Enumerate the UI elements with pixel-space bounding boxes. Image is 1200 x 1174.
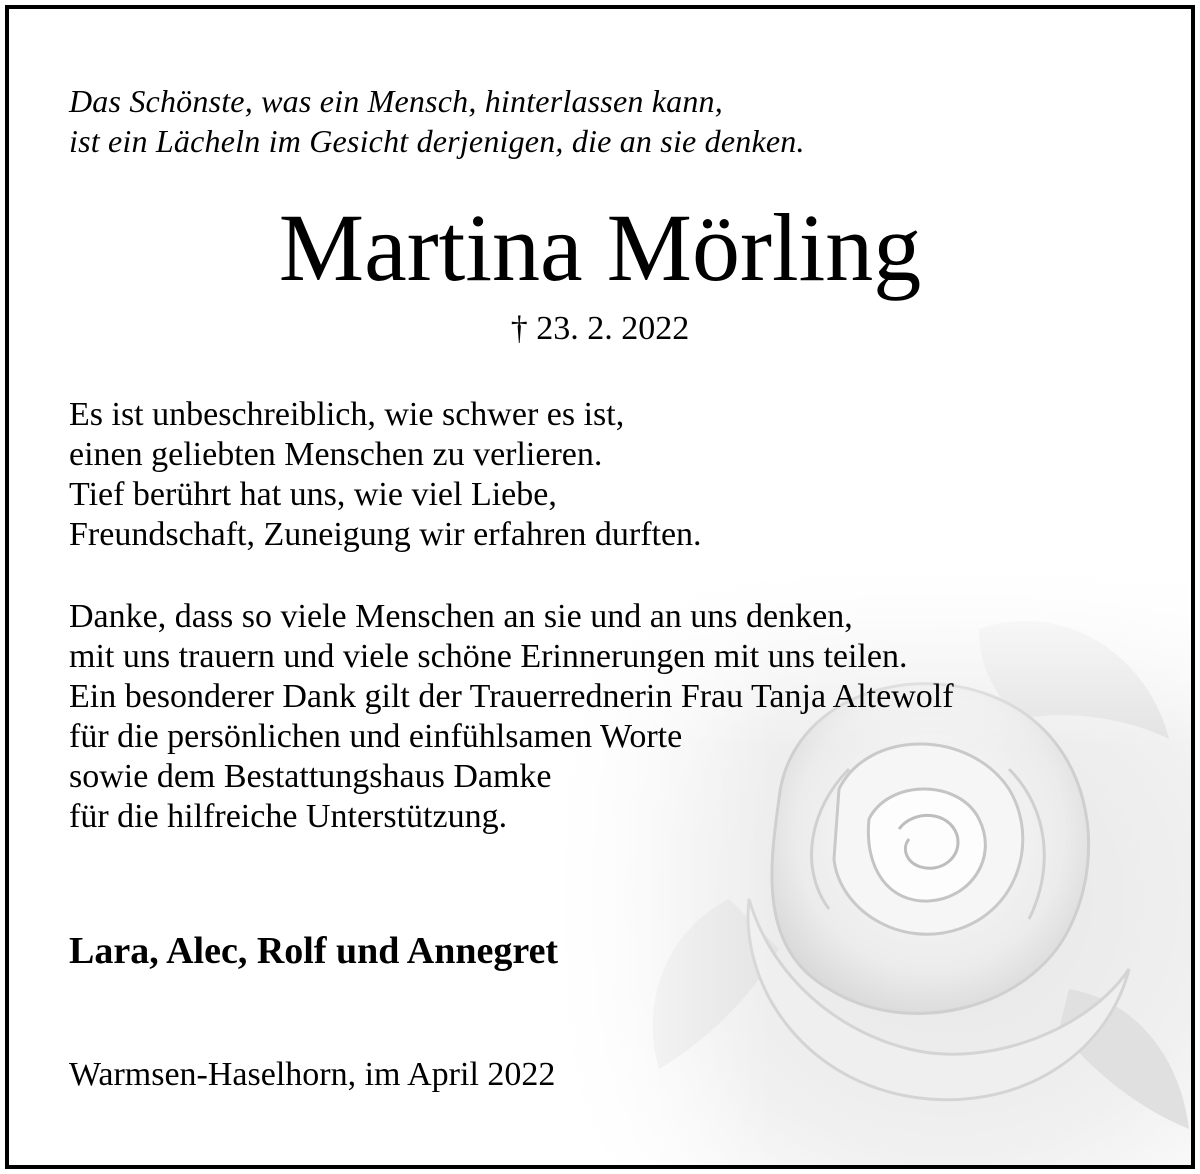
text-line: für die persönlichen und einfühlsamen Worte (69, 718, 683, 755)
text-line: mit uns trauern und viele schöne Erinnerungen mit uns teilen. (69, 638, 908, 675)
motto-quote (69, 81, 805, 161)
text-line: sowie dem Bestattungshaus Damke (69, 758, 552, 795)
text-line: Danke, dass so viele Menschen an sie und an uns denken, (69, 598, 853, 635)
gratitude-paragraph-1 (69, 395, 702, 555)
text-line: Es ist unbeschreiblich, wie schwer es ist, (69, 396, 625, 433)
place-and-date: Warmsen-Haselhorn, im April 2022 (69, 1056, 556, 1093)
signers: Lara, Alec, Rolf und Annegret (69, 930, 559, 972)
text-line: für die hilfreiche Unterstützung. (69, 798, 508, 835)
text-line: Ein besonderer Dank gilt der Trauerrednerin Frau Tanja Altewolf (69, 678, 954, 715)
gratitude-paragraph-2 (69, 597, 954, 837)
text-line: Tief berührt hat uns, wie viel Liebe, (69, 476, 557, 513)
motto-line: ist ein Lächeln im Gesicht derjenigen, die an sie denken. (69, 123, 805, 159)
motto-line: Das Schönste, was ein Mensch, hinterlassen kann, (69, 83, 723, 119)
death-date: † 23. 2. 2022 (510, 310, 690, 347)
obituary-frame (5, 5, 1195, 1169)
text-line: einen geliebten Menschen zu verlieren. (69, 436, 603, 473)
deceased-name: Martina Mörling (278, 194, 922, 301)
text-line: Freundschaft, Zuneigung wir erfahren durften. (69, 516, 702, 553)
